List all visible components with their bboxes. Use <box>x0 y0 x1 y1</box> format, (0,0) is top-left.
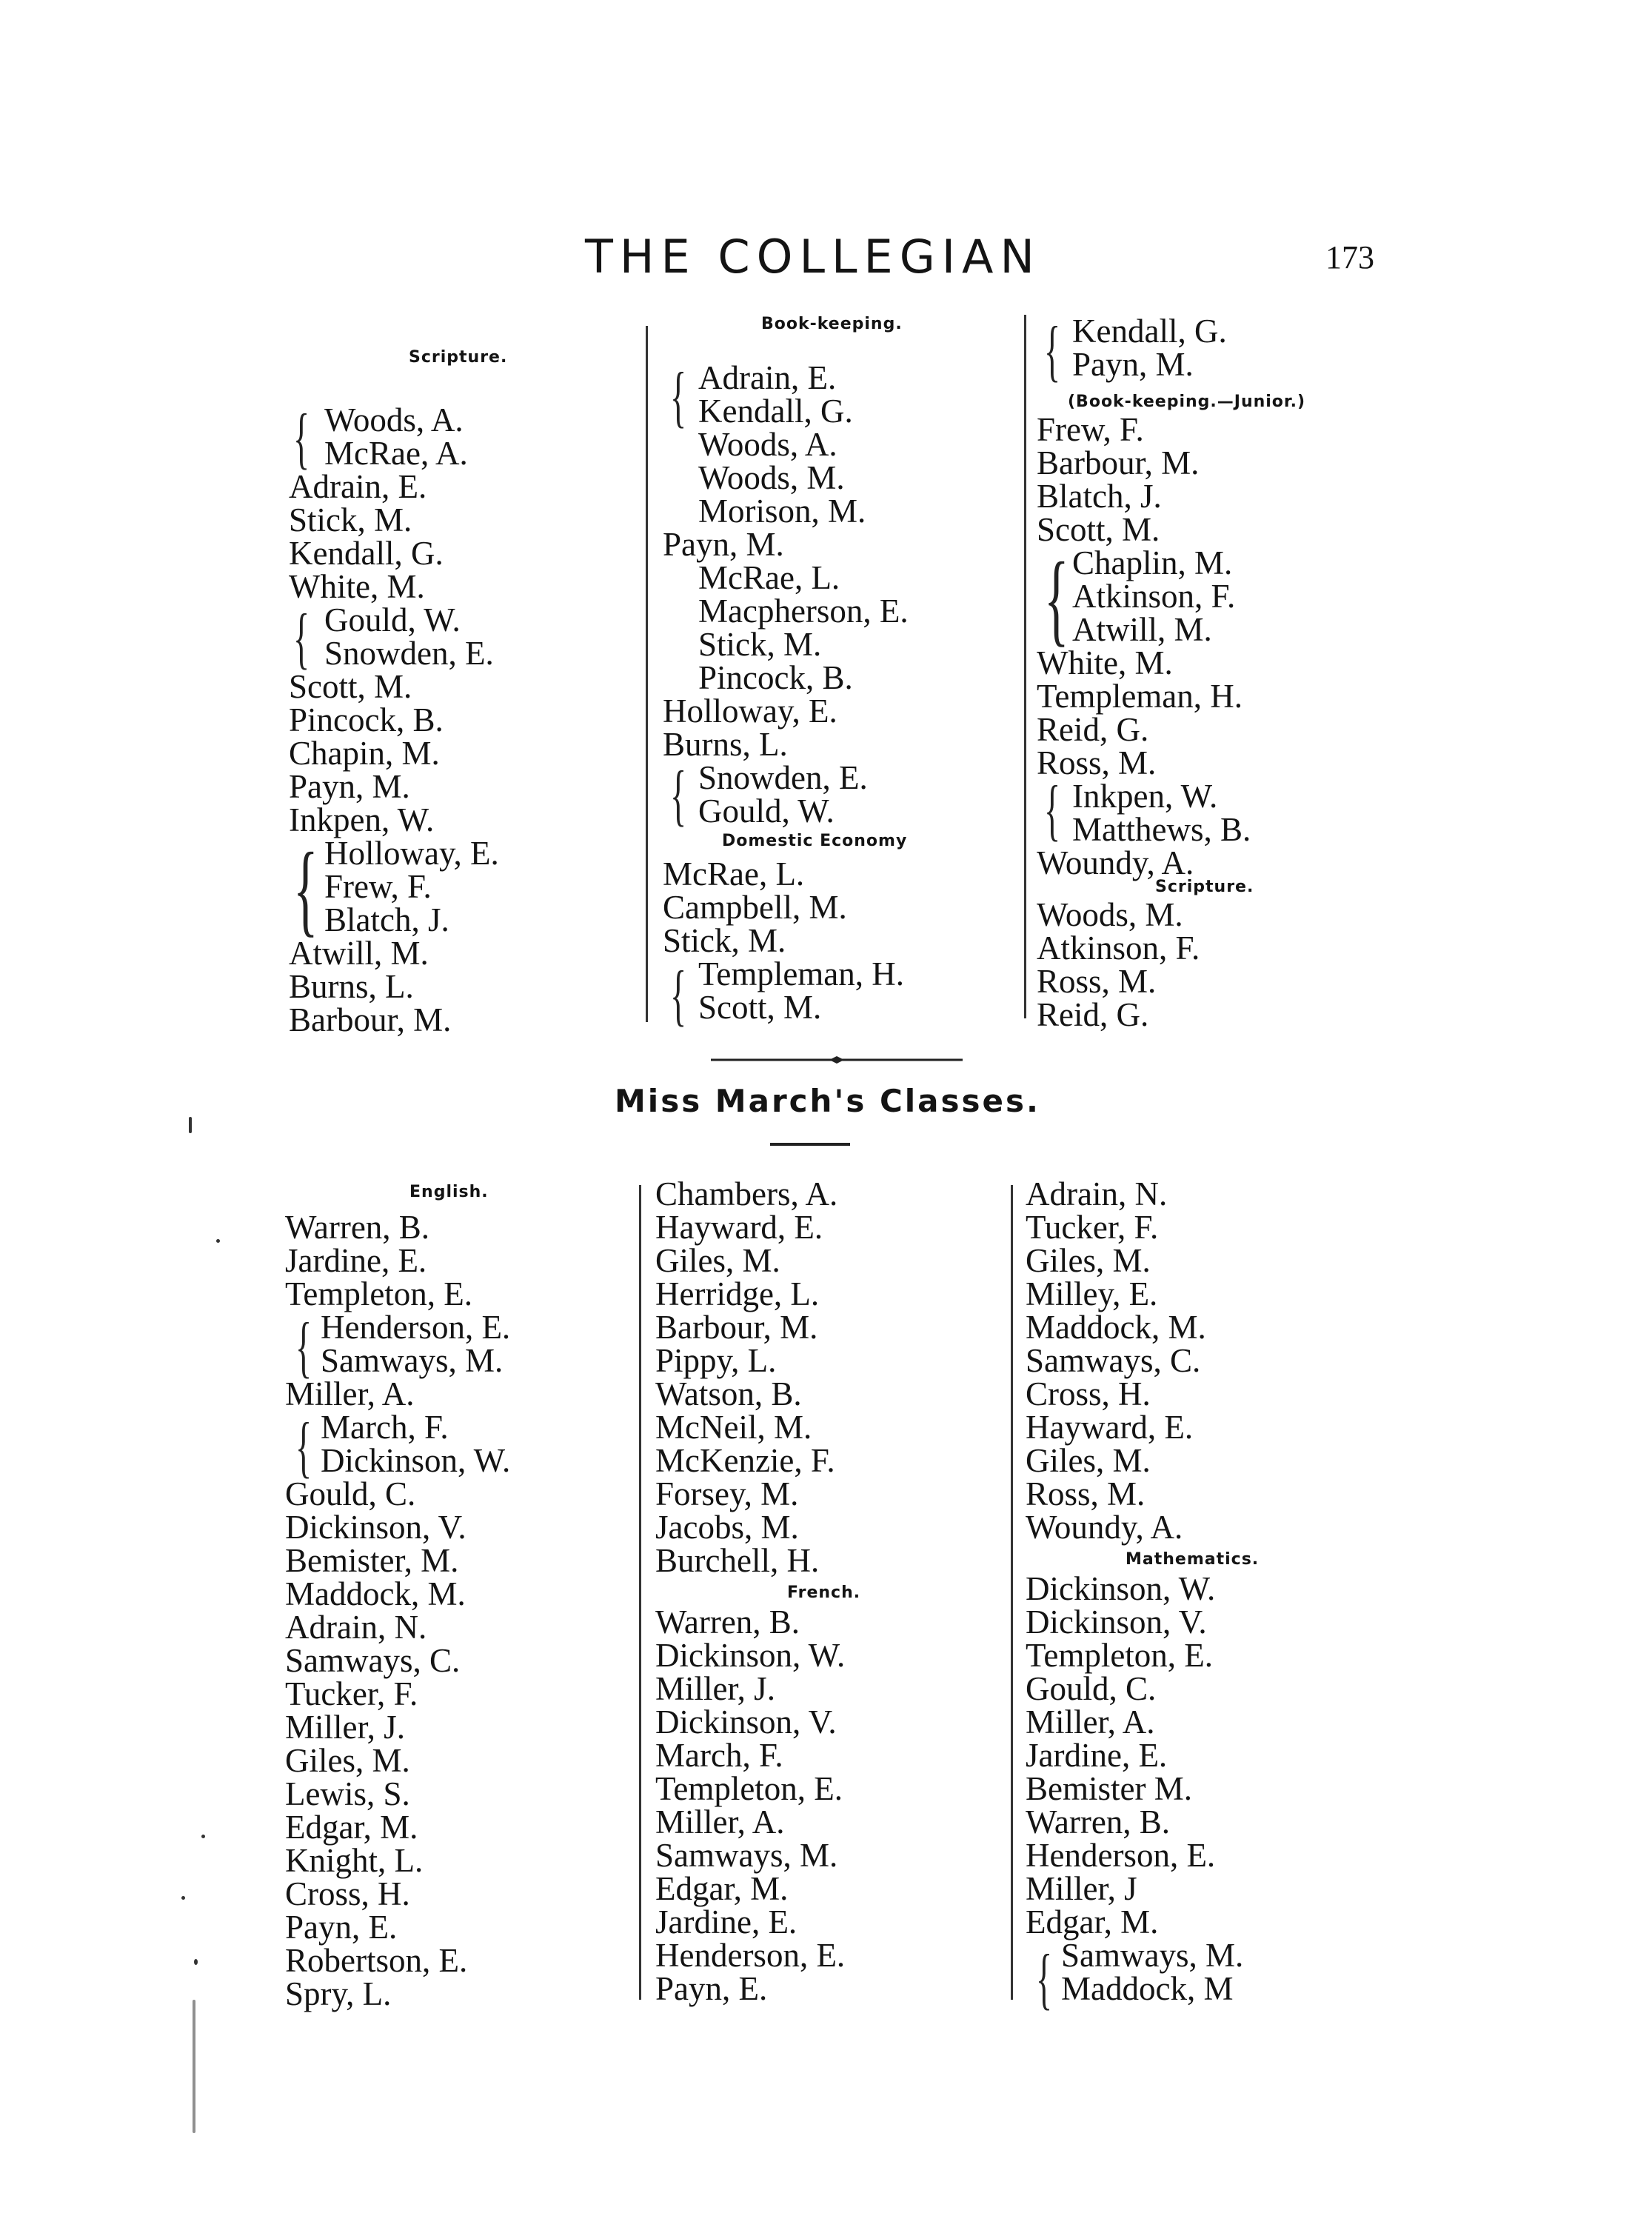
list-item: Lewis, S. <box>285 1775 410 1812</box>
brace-icon: { <box>293 400 310 475</box>
list-item: Holloway, E. <box>324 835 499 872</box>
list-item: Bemister M. <box>1026 1770 1192 1807</box>
list-item: Edgar, M. <box>285 1809 418 1846</box>
list-item: Watson, B. <box>655 1375 802 1412</box>
list-item: Frew, F. <box>324 868 432 905</box>
list-item: McNeil, M. <box>655 1409 812 1446</box>
name-list <box>1037 315 1377 381</box>
brace-icon: { <box>295 1409 312 1484</box>
name-list <box>655 1603 996 2007</box>
list-item: Jardine, E. <box>1026 1737 1168 1774</box>
brace-icon: { <box>1044 313 1061 388</box>
list-item: Robertson, E. <box>285 1942 468 1979</box>
list-item: Warren, B. <box>285 1209 430 1246</box>
list-item: Barbour, M. <box>655 1309 818 1346</box>
list-item: Miller, A. <box>655 1803 785 1840</box>
list-item: Adrain, N. <box>1026 1175 1168 1212</box>
list-item: Henderson, E. <box>321 1309 511 1346</box>
list-item: Tucker, F. <box>285 1675 418 1712</box>
section-rule <box>770 1143 850 1146</box>
list-item: Woundy, A. <box>1037 844 1194 881</box>
name-list <box>1037 413 1377 880</box>
list-item: Ross, M. <box>1026 1475 1146 1512</box>
list-item: Jacobs, M. <box>655 1509 799 1546</box>
column-heading: Mathematics. <box>1126 1550 1260 1569</box>
list-item: Kendall, G. <box>1072 313 1227 350</box>
list-item: Snowden, E. <box>698 759 868 796</box>
list-item: Atwill, M. <box>289 935 429 972</box>
list-item: Pincock, B. <box>698 659 853 696</box>
list-item: Miller, J. <box>655 1670 775 1707</box>
list-item: Stick, M. <box>289 501 412 538</box>
list-item: Hayward, E. <box>1026 1409 1194 1446</box>
list-item: McRae, L. <box>663 855 805 892</box>
list-item: Samways, C. <box>285 1642 461 1679</box>
list-item: Woods, A. <box>324 401 464 438</box>
list-item: Cross, H. <box>285 1875 410 1912</box>
list-item: Woods, M. <box>1037 896 1183 933</box>
column-rule <box>639 1185 641 2000</box>
list-item: Blatch, J. <box>1037 478 1162 515</box>
column-rule <box>1011 1185 1013 2000</box>
list-item: Scott, M. <box>698 989 822 1026</box>
list-item: Adrain, E. <box>698 359 837 396</box>
list-item: Stick, M. <box>698 626 822 663</box>
list-item: Miller, J <box>1026 1870 1137 1907</box>
margin-mark <box>189 1117 192 1133</box>
brace-icon: { <box>670 757 687 832</box>
list-item: Giles, M. <box>655 1242 780 1279</box>
name-list <box>1037 898 1377 1032</box>
list-item: Edgar, M. <box>655 1870 789 1907</box>
brace-icon: { <box>1036 1940 1053 2016</box>
list-item: McRae, L. <box>698 559 840 596</box>
list-item: Maddock, M. <box>1026 1309 1206 1346</box>
list-item: Atkinson, F. <box>1037 930 1200 967</box>
name-list <box>1026 1572 1366 2006</box>
column-heading: Scripture. <box>1155 878 1254 896</box>
list-item: Reid, G. <box>1037 996 1149 1033</box>
list-item: Burns, L. <box>289 968 414 1005</box>
list-item: Gould, C. <box>1026 1670 1157 1707</box>
list-item: Henderson, E. <box>655 1937 846 1974</box>
list-item: Warren, B. <box>1026 1803 1171 1840</box>
list-item: Holloway, E. <box>663 693 837 730</box>
brace-icon: { <box>293 832 318 947</box>
list-item: Payn, M. <box>289 768 410 805</box>
name-list <box>289 401 629 1038</box>
list-item: Atwill, M. <box>1072 611 1212 648</box>
list-item: Frew, F. <box>1037 411 1144 448</box>
list-item: Adrain, E. <box>289 468 427 505</box>
page-number: 173 <box>1325 239 1374 276</box>
list-item: Woundy, A. <box>1026 1509 1183 1546</box>
list-item: Templeton, E. <box>1026 1637 1214 1674</box>
name-list <box>285 1211 626 2011</box>
running-head-title: THE COLLEGIAN <box>585 230 1041 284</box>
brace-icon: { <box>293 600 310 675</box>
name-list <box>655 1175 996 1579</box>
section-title: Miss March's Classes. <box>615 1083 1040 1119</box>
list-item: Adrain, N. <box>285 1609 427 1646</box>
list-item: Pincock, B. <box>289 701 444 738</box>
list-item: Dickinson, W. <box>655 1637 846 1674</box>
list-item: Gould, C. <box>285 1475 416 1512</box>
list-item: Chapin, M. <box>289 735 440 772</box>
list-item: Edgar, M. <box>1026 1903 1159 1940</box>
list-item: Matthews, B. <box>1072 811 1251 848</box>
list-item: Miller, A. <box>285 1375 415 1412</box>
list-item: Miller, J. <box>285 1709 405 1746</box>
list-item: Giles, M. <box>285 1742 410 1779</box>
column-heading: Scripture. <box>409 348 508 367</box>
name-list <box>663 855 1003 1026</box>
list-item: Samways, C. <box>1026 1342 1201 1379</box>
list-item: Templeman, H. <box>698 955 905 992</box>
list-item: Jardine, E. <box>285 1242 427 1279</box>
margin-mark <box>201 1835 205 1838</box>
list-item: Woods, A. <box>698 426 837 463</box>
list-item: Burns, L. <box>663 726 788 763</box>
list-item: Templeton, E. <box>655 1770 843 1807</box>
brace-icon: { <box>1044 541 1069 656</box>
list-item: Woods, M. <box>698 459 845 496</box>
list-item: Inkpen, W. <box>1072 778 1218 815</box>
list-item: Herridge, L. <box>655 1275 820 1312</box>
list-item: Reid, G. <box>1037 711 1149 748</box>
margin-mark <box>193 2000 195 2133</box>
list-item: Gould, W. <box>324 601 461 638</box>
column-heading: (Book-keeping.—Junior.) <box>1068 393 1306 411</box>
brace-icon: { <box>1044 772 1061 847</box>
divider-ornament <box>711 1056 963 1064</box>
list-item: Scott, M. <box>289 668 412 705</box>
list-item: Payn, M. <box>663 526 784 563</box>
list-item: Macpherson, E. <box>698 593 909 630</box>
list-item: March, F. <box>655 1737 783 1774</box>
list-item: Snowden, E. <box>324 635 494 672</box>
list-item: Milley, E. <box>1026 1275 1158 1312</box>
margin-mark <box>194 1959 198 1965</box>
column-heading: Book-keeping. <box>761 315 903 333</box>
list-item: Samways, M. <box>321 1342 504 1379</box>
list-item: Morison, M. <box>698 493 866 530</box>
list-item: McKenzie, F. <box>655 1442 835 1479</box>
list-item: Barbour, M. <box>1037 444 1200 481</box>
column-rule <box>1024 315 1026 1018</box>
margin-mark <box>216 1239 220 1243</box>
list-item: Jardine, E. <box>655 1903 797 1940</box>
list-item: Miller, A. <box>1026 1703 1155 1741</box>
list-item: Henderson, E. <box>1026 1837 1216 1874</box>
list-item: Ross, M. <box>1037 744 1157 781</box>
list-item: Scott, M. <box>1037 511 1160 548</box>
list-item: Maddock, M. <box>285 1575 466 1612</box>
list-item: Dickinson, V. <box>285 1509 466 1546</box>
list-item: Cross, H. <box>1026 1375 1151 1412</box>
list-item: Inkpen, W. <box>289 801 435 838</box>
list-item: Payn, M. <box>1072 346 1194 383</box>
list-item: Dickinson, V. <box>655 1703 837 1741</box>
list-item: Stick, M. <box>663 922 786 959</box>
list-item: Dickinson, V. <box>1026 1603 1207 1641</box>
list-item: Burchell, H. <box>655 1542 820 1579</box>
brace-icon: { <box>670 358 687 434</box>
name-list <box>663 361 1003 828</box>
margin-mark <box>181 1896 185 1900</box>
list-item: McRae, A. <box>324 435 468 472</box>
list-item: Kendall, G. <box>698 393 853 430</box>
column-heading: English. <box>409 1183 489 1201</box>
column-rule <box>646 326 648 1022</box>
list-item: Payn, E. <box>285 1909 398 1946</box>
brace-icon: { <box>295 1309 312 1384</box>
list-item: Atkinson, F. <box>1072 578 1236 615</box>
list-item: Knight, L. <box>285 1842 424 1879</box>
list-item: Warren, B. <box>655 1603 800 1641</box>
list-item: Kendall, G. <box>289 535 444 572</box>
list-item: Dickinson, W. <box>1026 1570 1216 1607</box>
list-item: Bemister, M. <box>285 1542 459 1579</box>
list-item: Pippy, L. <box>655 1342 777 1379</box>
list-item: Samways, M. <box>655 1837 838 1874</box>
list-item: Chambers, A. <box>655 1175 838 1212</box>
list-item: Blatch, J. <box>324 901 449 938</box>
list-item: Maddock, M <box>1061 1970 1234 2007</box>
list-item: Barbour, M. <box>289 1001 452 1038</box>
list-item: Payn, E. <box>655 1970 768 2007</box>
list-item: Giles, M. <box>1026 1442 1151 1479</box>
list-item: Templeman, H. <box>1037 678 1243 715</box>
list-item: Forsey, M. <box>655 1475 799 1512</box>
list-item: Chaplin, M. <box>1072 544 1233 581</box>
column-heading: French. <box>787 1583 861 1602</box>
list-item: Spry, L. <box>285 1975 392 2012</box>
list-item: White, M. <box>289 568 425 605</box>
list-item: Gould, W. <box>698 792 835 830</box>
column-heading: Domestic Economy <box>722 832 908 850</box>
brace-icon: { <box>670 957 687 1032</box>
list-item: Samways, M. <box>1061 1937 1244 1974</box>
list-item: Giles, M. <box>1026 1242 1151 1279</box>
list-item: Templeton, E. <box>285 1275 473 1312</box>
list-item: Hayward, E. <box>655 1209 823 1246</box>
list-item: Campbell, M. <box>663 889 847 926</box>
list-item: White, M. <box>1037 644 1173 681</box>
list-item: Dickinson, W. <box>321 1442 511 1479</box>
list-item: March, F. <box>321 1409 449 1446</box>
list-item: Ross, M. <box>1037 963 1157 1000</box>
list-item: Tucker, F. <box>1026 1209 1159 1246</box>
name-list <box>1026 1175 1366 1546</box>
